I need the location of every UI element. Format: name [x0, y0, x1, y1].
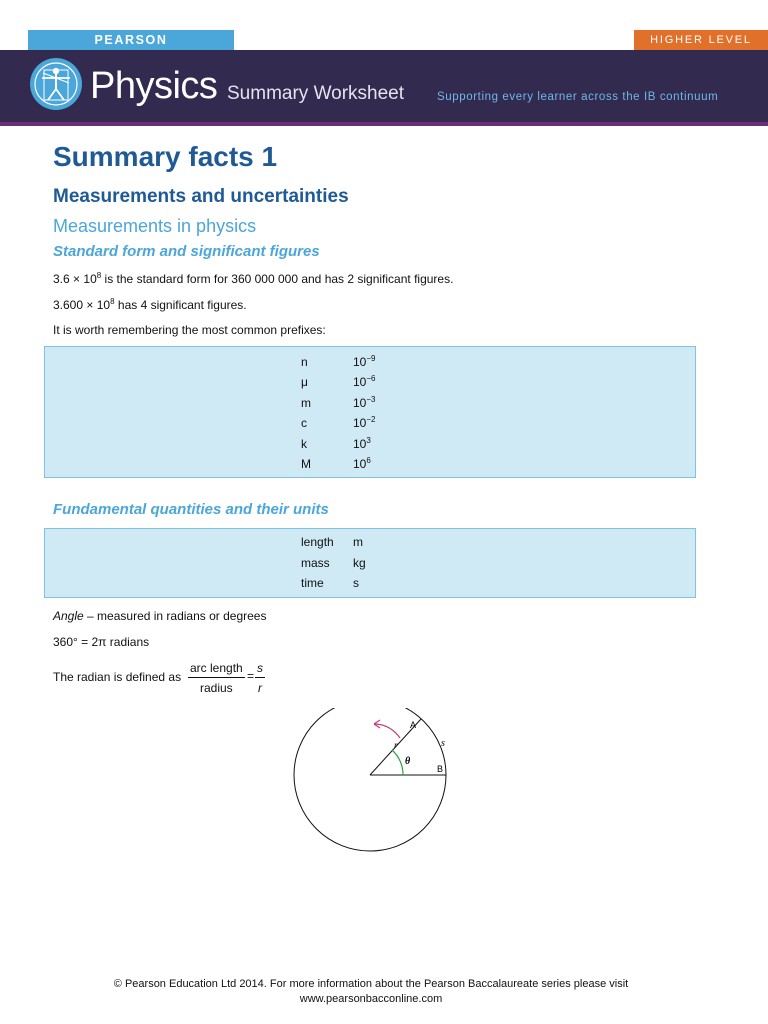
prefix-row: M $10^6$	[301, 456, 371, 471]
degrees-line: 360° = 2π radians	[53, 635, 150, 649]
prefix-intro: It is worth remembering the most common prefixes:	[53, 323, 326, 337]
prefix-table	[44, 346, 696, 478]
circle-outline	[294, 708, 446, 851]
label-theta: θ	[405, 756, 411, 767]
radian-intro: The radian is defined as	[53, 670, 182, 684]
topic-heading-standard-form: Standard form and significant figures	[53, 243, 320, 260]
header-tagline: Supporting every learner across the IB continuum	[437, 91, 719, 103]
unit-row: time s	[301, 576, 359, 590]
angle-arc	[392, 750, 403, 775]
footer-link[interactable]: www.pearsonbacconline.com	[299, 993, 443, 1005]
header-subtitle: Summary Worksheet	[227, 83, 405, 104]
label-r: r	[394, 740, 398, 750]
prefix-row: n $10^{-9}$	[301, 354, 376, 369]
equals-sign: =	[247, 669, 255, 683]
footer-copyright: © Pearson Education Ltd 2014. For more information about the Pearson Baccalaureate series please visit	[113, 978, 629, 990]
topic-heading-fundamental: Fundamental quantities and their units	[53, 501, 329, 518]
header-title: Physics	[90, 65, 218, 107]
fraction-s-over-r: $\frac{s}{r}$	[257, 661, 263, 695]
standard-form-line: $3.6 \times 10^8$ is the standard form for 360 000 000 and has 2 significant figures.	[53, 271, 454, 286]
header-bottom-rule	[0, 122, 768, 126]
brand-tag: PEARSON	[28, 30, 234, 50]
prefix-row: μ $10^{-6}$	[301, 374, 376, 389]
angle-line: Angle – measured in radians or degrees	[53, 609, 267, 623]
unit-row: length m	[301, 535, 363, 549]
label-s: s	[441, 738, 445, 749]
prefix-row: k $10^3$	[301, 436, 371, 451]
significant-figures-line: $3.600 \times 10^8$ has 4 significant figures.	[53, 297, 247, 312]
radian-circle-diagram	[288, 708, 460, 856]
label-B: B	[437, 764, 444, 774]
label-A: A	[410, 720, 417, 730]
page-title: Summary facts 1	[53, 141, 278, 172]
units-table	[44, 528, 696, 598]
fraction-arc-over-radius: arc length radius	[190, 661, 243, 695]
vitruvian-logo-icon	[28, 56, 84, 112]
prefix-row: m $10^{-3}$	[301, 395, 376, 410]
level-tag: HIGHER LEVEL	[634, 30, 768, 50]
subsection-heading: Measurements in physics	[53, 216, 257, 236]
prefix-row: c $10^{-2}$	[301, 415, 376, 430]
unit-row: mass kg	[301, 556, 366, 570]
section-heading: Measurements and uncertainties	[53, 186, 349, 207]
